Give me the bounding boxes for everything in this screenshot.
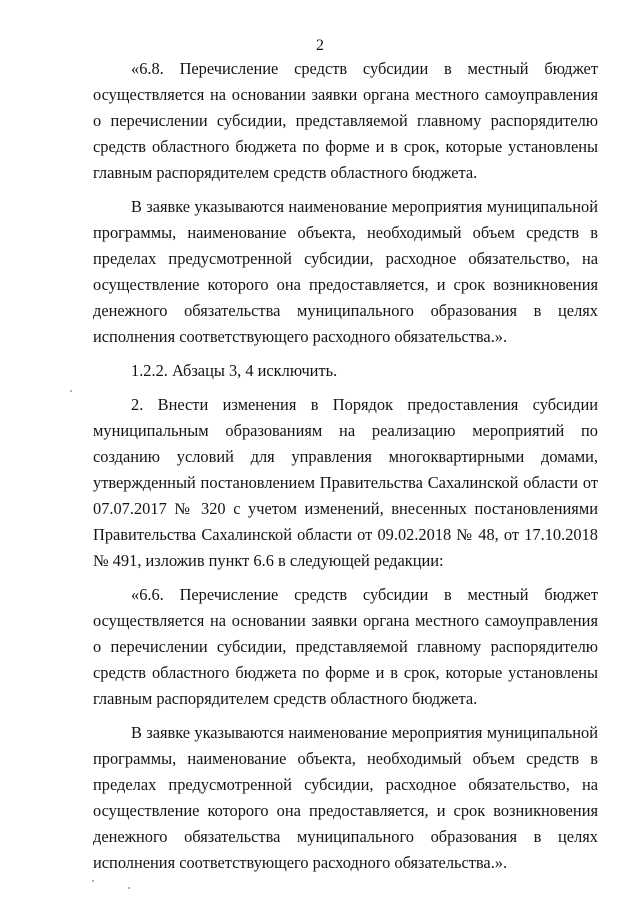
page-number: 2 xyxy=(316,37,324,54)
paragraph-2-amendment: 2. Внести изменения в Порядок предоставления субсидии муниципальным образованиям на реализацию мероприятий по созданию условий для управления многоквартирными домами, утвержденный постановлением Правительства Сахалинской области от 07.07.2017 № 320 с учетом изменений, внесенных постановлениями Правительства Сахалинской области от 09.02.2018 № 48, от 17.10.2018 № 491, изложив пункт 6.6 в следующей редакции: xyxy=(93,395,598,570)
paragraph-6-8: «6.8. Перечисление средств субсидии в местный бюджет осуществляется на основании заявки органа местного самоуправления о перечислении субсидии, представляемой главному распорядителю средств областного бюджета по форме и в срок, которые установлены главным распорядителем средств областного бюджета. xyxy=(93,59,598,182)
paragraph-6-6: «6.6. Перечисление средств субсидии в местный бюджет осуществляется на основании заявки органа местного самоуправления о перечислении субсидии, представляемой главному распорядителю средств областного бюджета по форме и в срок, которые установлены главным распорядителем средств областного бюджета. xyxy=(93,585,598,708)
scan-speck xyxy=(92,880,94,882)
paragraph-1-2-2: 1.2.2. Абзацы 3, 4 исключить. xyxy=(131,361,338,380)
document-body xyxy=(93,56,598,884)
paragraph-6-8-application: В заявке указываются наименование мероприятия муниципальной программы, наименование объекта, необходимый объем средств в пределах предусмотренной субсидии, расходное обязательство, на осуществление которого она предоставляется, и срок возникновения денежного обязательства муниципального образования в целях исполнения соответствующего расходного обязательства.». xyxy=(93,197,598,346)
paragraph-6-6-application: В заявке указываются наименование мероприятия муниципальной программы, наименование объекта, необходимый объем средств в пределах предусмотренной субсидии, расходное обязательство, на осуществление которого она предоставляется, и срок возникновения денежного обязательства муниципального образования в целях исполнения соответствующего расходного обязательства.». xyxy=(93,723,598,872)
scan-speck xyxy=(70,390,72,392)
scan-speck xyxy=(128,887,130,889)
